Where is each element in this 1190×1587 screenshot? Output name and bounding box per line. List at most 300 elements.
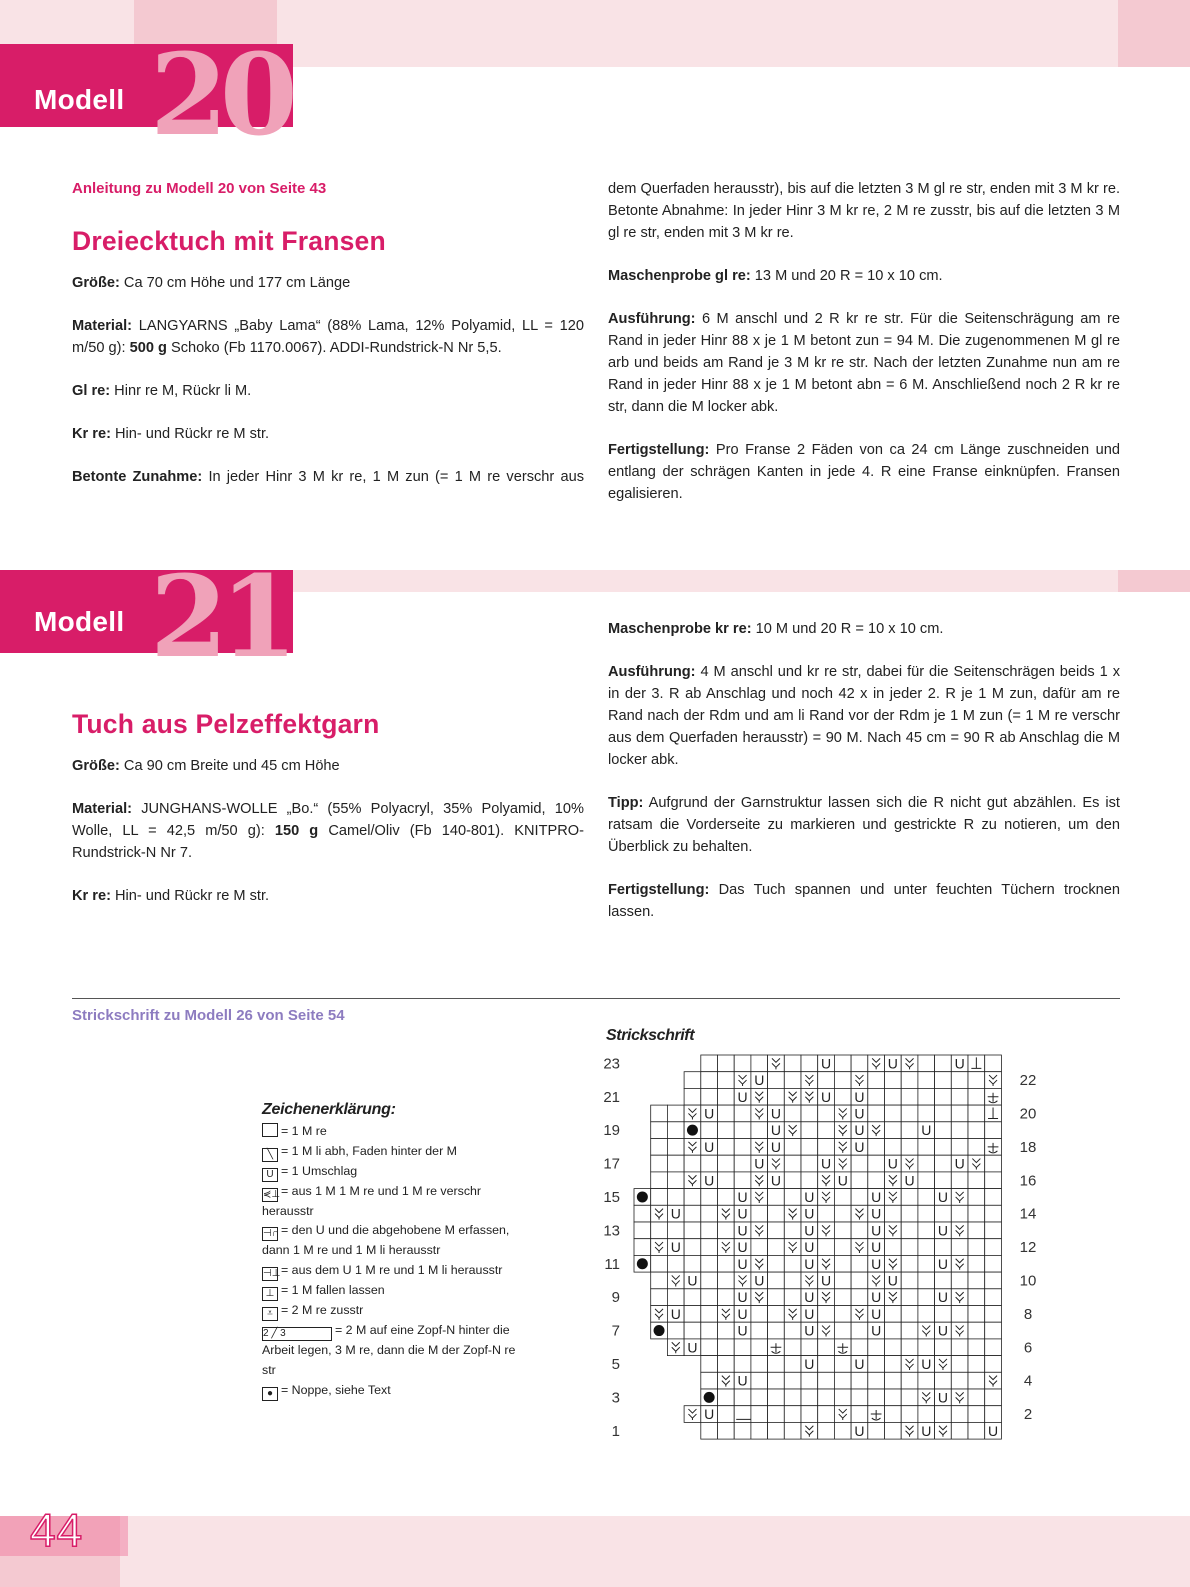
chart-cell	[701, 1322, 718, 1339]
chart-cell	[768, 1072, 785, 1089]
chart-cell	[784, 1189, 801, 1206]
chart-yarn-over-mark: U	[804, 1205, 815, 1222]
chart-cell	[801, 1055, 818, 1072]
chart-cell	[701, 1155, 718, 1172]
chart-cell	[667, 1255, 684, 1272]
chart-row-label-right: 8	[1023, 1305, 1033, 1323]
chart-cell	[935, 1155, 952, 1172]
chart-cell	[901, 1272, 918, 1289]
chart-cell	[768, 1372, 785, 1389]
chart-yarn-over-mark: U	[854, 1088, 865, 1105]
chart-cell	[951, 1372, 968, 1389]
chart-cell	[834, 1289, 851, 1306]
chart-cell	[667, 1189, 684, 1206]
chart-cell	[784, 1406, 801, 1423]
model-21-groesse: Größe: Ca 90 cm Breite und 45 cm Höhe	[72, 758, 340, 774]
model-21-krre: Kr re: Hin- und Rückr re M str.	[72, 888, 270, 904]
chart-cell	[784, 1339, 801, 1356]
chart-cell	[701, 1239, 718, 1256]
chart-yarn-over-mark: U	[704, 1105, 715, 1122]
model-21-band-accent	[1118, 570, 1190, 592]
legend-text: = aus dem U 1 M re und 1 M li herausstr	[281, 1263, 503, 1278]
chart-yarn-over-mark: U	[854, 1422, 865, 1439]
chart-cell	[784, 1255, 801, 1272]
chart-cell	[901, 1139, 918, 1156]
chart-row-label-left: 1	[611, 1422, 620, 1440]
page-number: 44	[30, 1504, 84, 1556]
model-20-zunahme: Betonte Zunahme: In jeder Hinr 3 M kr re, 1 M zun (= 1 M re verschr aus	[72, 469, 584, 485]
model-21-probe: Maschenprobe kr re: 10 M und 20 R = 10 x 10 cm.	[608, 621, 944, 637]
chart-cell	[801, 1105, 818, 1122]
model-21-left-column	[72, 709, 585, 928]
chart-cell	[935, 1205, 952, 1222]
chart-cell	[918, 1272, 935, 1289]
chart-yarn-over-mark: U	[737, 1289, 748, 1306]
chart-cell	[901, 1289, 918, 1306]
chart-cell	[718, 1222, 735, 1239]
chart-cell	[935, 1339, 952, 1356]
chart-cell	[968, 1306, 985, 1323]
chart-cell	[834, 1189, 851, 1206]
chart-cell	[834, 1072, 851, 1089]
legend-text: = 1 M re	[281, 1123, 327, 1138]
chart-cell	[768, 1422, 785, 1439]
chart-cell	[968, 1172, 985, 1189]
chart-yarn-over-mark: U	[804, 1239, 815, 1256]
chart-cell	[734, 1422, 751, 1439]
chart-yarn-over-mark: U	[737, 1255, 748, 1272]
chart-yarn-over-mark: U	[754, 1072, 765, 1089]
chart-cell	[901, 1255, 918, 1272]
model-20-material: Material: LANGYARNS „Baby Lama“ (88% Lama, 12% Polyamid, LL = 120 m/50 g): 500 g Schoko (Fb 1170.0067). ADDI-Rundstrick-N Nr 5,5.	[72, 318, 584, 356]
chart-cell	[667, 1222, 684, 1239]
model-20-right-column	[608, 178, 1120, 526]
chart-yarn-over-mark: U	[871, 1222, 882, 1239]
chart-cell	[718, 1255, 735, 1272]
chart-cell	[734, 1172, 751, 1189]
chart-cell	[784, 1272, 801, 1289]
chart-cell	[918, 1289, 935, 1306]
legend-item	[262, 1281, 532, 1301]
chart-row-label-right: 16	[1019, 1172, 1037, 1190]
legend-item	[262, 1301, 532, 1321]
chart-cell	[868, 1372, 885, 1389]
chart-cell	[784, 1322, 801, 1339]
chart-cell	[834, 1322, 851, 1339]
chart-cell	[885, 1339, 902, 1356]
chart-cell	[768, 1205, 785, 1222]
chart-cell	[951, 1272, 968, 1289]
chart-yarn-over-mark: U	[737, 1205, 748, 1222]
chart-row-label-right: 12	[1019, 1239, 1037, 1257]
model-20-subtitle: Anleitung zu Modell 20 von Seite 43	[72, 180, 327, 197]
chart-cell	[684, 1189, 701, 1206]
chart-cell	[935, 1272, 952, 1289]
chart-yarn-over-mark: U	[937, 1289, 949, 1306]
chart-yarn-over-mark: U	[871, 1188, 882, 1205]
chart-yarn-over-mark: U	[854, 1105, 865, 1122]
chart-cell	[918, 1222, 935, 1239]
chart-row-label-right: 2	[1023, 1406, 1033, 1424]
chart-cell	[751, 1406, 768, 1423]
chart-cell	[834, 1272, 851, 1289]
chart-cell	[918, 1155, 935, 1172]
chart-cell	[985, 1172, 1002, 1189]
chart-cell	[818, 1339, 835, 1356]
chart-cell	[784, 1139, 801, 1156]
chart-yarn-over-mark: U	[871, 1322, 882, 1339]
chart-bobble-mark	[637, 1191, 648, 1202]
chart-cell	[718, 1422, 735, 1439]
chart-cell	[951, 1205, 968, 1222]
chart-yarn-over-mark: U	[820, 1155, 832, 1172]
chart-cell	[801, 1122, 818, 1139]
chart-cell	[868, 1155, 885, 1172]
chart-cell	[968, 1255, 985, 1272]
chart-bobble-mark	[637, 1258, 648, 1269]
chart-cell	[718, 1322, 735, 1339]
chart-cell	[734, 1339, 751, 1356]
section-divider	[72, 998, 1120, 999]
chart-cell	[951, 1072, 968, 1089]
chart-cell	[734, 1155, 751, 1172]
chart-cell	[768, 1239, 785, 1256]
chart-cell	[968, 1088, 985, 1105]
chart-yarn-over-mark: U	[670, 1305, 681, 1322]
chart-cell	[784, 1105, 801, 1122]
legend-text: = 2 M re zusstr	[281, 1303, 364, 1318]
chart-yarn-over-mark: U	[820, 1055, 832, 1072]
chart-cell	[684, 1222, 701, 1239]
chart-yarn-over-mark: U	[704, 1138, 715, 1155]
chart-cell	[868, 1422, 885, 1439]
chart-cell	[718, 1356, 735, 1373]
chart-cell	[701, 1422, 718, 1439]
model-21-ausfuehrung: Ausführung: 4 M anschl und kr re str, dabei für die Seitenschrägen beids 1 x in der 3. R ab Anschlag und noch 42 x in jeder 2. R je 1 M zun, dafür am re Rand nach der Rdm und am li Rand vor der Rdm je 1 M zun (= 1 M re verschr aus dem Querfaden herausstr) = 90 M. Nach 45 cm = 90 R ab Anschlag die M locker abk.	[608, 664, 1120, 768]
chart-cell	[851, 1172, 868, 1189]
chart-cell	[684, 1255, 701, 1272]
chart-yarn-over-mark: U	[737, 1088, 748, 1105]
chart-yarn-over-mark: U	[937, 1188, 949, 1205]
chart-cell	[718, 1189, 735, 1206]
legend-text: = 1 M fallen lassen	[281, 1283, 385, 1298]
chart-yarn-over-mark: U	[921, 1122, 932, 1139]
chart-yarn-over-mark: U	[737, 1188, 748, 1205]
chart-cell	[951, 1306, 968, 1323]
chart-cell	[718, 1055, 735, 1072]
chart-cell	[834, 1239, 851, 1256]
chart-cell	[701, 1306, 718, 1323]
chart-cell	[918, 1139, 935, 1156]
chart-cell	[801, 1155, 818, 1172]
chart-cell	[684, 1088, 701, 1105]
chart-yarn-over-mark: U	[871, 1239, 882, 1256]
chart-cell	[834, 1422, 851, 1439]
chart-cell	[901, 1406, 918, 1423]
chart-cell	[868, 1072, 885, 1089]
chart-cell	[718, 1389, 735, 1406]
chart-yarn-over-mark: U	[887, 1155, 898, 1172]
chart-bobble-mark	[687, 1125, 698, 1136]
chart-cell	[701, 1255, 718, 1272]
chart-cell	[718, 1172, 735, 1189]
legend-text: = den U und die abgehobene M erfassen, dann 1 M re und 1 M li herausstr	[262, 1223, 510, 1258]
chart-cell	[818, 1105, 835, 1122]
chart-row-label-left: 21	[603, 1088, 620, 1106]
legend-text: = Noppe, siehe Text	[281, 1382, 391, 1397]
chart-cell	[851, 1339, 868, 1356]
chart-yarn-over-mark: U	[737, 1239, 748, 1256]
chart-cell	[834, 1255, 851, 1272]
chart-cell	[768, 1088, 785, 1105]
chart-cell	[651, 1122, 668, 1139]
chart-cell	[651, 1222, 668, 1239]
chart-cell	[885, 1105, 902, 1122]
chart-cell	[734, 1105, 751, 1122]
chart-yarn-over-mark: U	[937, 1222, 949, 1239]
chart-row-label-right: 14	[1019, 1205, 1037, 1223]
chart-yarn-over-mark: U	[704, 1172, 715, 1189]
chart-cell	[851, 1406, 868, 1423]
chart-cell	[768, 1389, 785, 1406]
model-20-groesse: Größe: Ca 70 cm Höhe und 177 cm Länge	[72, 275, 351, 291]
model-20-zunahme-cont: dem Querfaden herausstr), bis auf die letzten 3 M gl re str, enden mit 3 M kr re. Betonte Abnahme: In jeder Hinr 3 M kr re, 2 M re zusstr, bis auf die letzten 3 M gl re str, enden mit 3 M kr re.	[608, 181, 1120, 241]
chart-cell	[751, 1306, 768, 1323]
chart-cell	[634, 1222, 651, 1239]
chart-cell	[868, 1105, 885, 1122]
chart-cell	[784, 1172, 801, 1189]
chart-yarn-over-mark: U	[804, 1305, 815, 1322]
chart-yarn-over-mark: U	[770, 1105, 782, 1122]
chart-row-label-right: 22	[1019, 1072, 1037, 1090]
chart-cell	[667, 1122, 684, 1139]
chart-cell	[901, 1072, 918, 1089]
chart-cell	[885, 1306, 902, 1323]
chart-row-label-left: 15	[603, 1188, 620, 1206]
chart-cell	[784, 1072, 801, 1089]
chart-cell	[885, 1072, 902, 1089]
chart-yarn-over-mark: U	[921, 1422, 932, 1439]
chart-yarn-over-mark: U	[820, 1088, 832, 1105]
chart-row-label-right: 18	[1019, 1138, 1037, 1156]
chart-yarn-over-mark: U	[754, 1272, 765, 1289]
chart-cell	[734, 1122, 751, 1139]
chart-cell	[667, 1172, 684, 1189]
chart-cell	[784, 1155, 801, 1172]
chart-cell	[667, 1289, 684, 1306]
chart-cell	[651, 1139, 668, 1156]
legend-symbol-icon: ⋞⊥	[263, 1188, 281, 1200]
legend-symbol-icon: ⊣∩	[263, 1228, 279, 1240]
chart-cell	[885, 1122, 902, 1139]
chart-cell	[718, 1155, 735, 1172]
chart-cell	[834, 1372, 851, 1389]
chart-yarn-over-mark: U	[737, 1372, 748, 1389]
chart-cell	[951, 1139, 968, 1156]
chart-cell	[751, 1205, 768, 1222]
chart-cell	[667, 1155, 684, 1172]
chart-cell	[918, 1088, 935, 1105]
model-20-left-column	[72, 178, 584, 509]
chart-cell	[968, 1272, 985, 1289]
chart-cell	[935, 1406, 952, 1423]
chart-yarn-over-mark: U	[854, 1122, 865, 1139]
chart-cell	[684, 1239, 701, 1256]
chart-cell	[784, 1289, 801, 1306]
chart-cell	[751, 1239, 768, 1256]
chart-cell	[834, 1222, 851, 1239]
legend-items	[262, 1122, 532, 1401]
chart-row-label-left: 17	[603, 1155, 620, 1173]
model-20-number: 20	[150, 30, 290, 161]
chart-cell	[985, 1322, 1002, 1339]
model-21-material: Material: JUNGHANS-WOLLE „Bo.“ (55% Polyacryl, 35% Polyamid, 10% Wolle, LL = 42,5 m/50 g): 150 g Camel/Oliv (Fb 140-801). KNITPRO-Rundstrick-N Nr 7.	[72, 801, 585, 861]
chart-cell	[684, 1155, 701, 1172]
chart-cell	[918, 1072, 935, 1089]
chart-cell	[868, 1356, 885, 1373]
chart-cell	[985, 1222, 1002, 1239]
chart-cell	[935, 1055, 952, 1072]
chart-cell	[951, 1406, 968, 1423]
chart-cell	[901, 1322, 918, 1339]
chart-cell	[968, 1339, 985, 1356]
chart-cell	[851, 1189, 868, 1206]
chart-cell	[885, 1422, 902, 1439]
chart-cell	[818, 1422, 835, 1439]
chart-cell	[968, 1105, 985, 1122]
chart-cell	[768, 1222, 785, 1239]
chart-cell	[818, 1205, 835, 1222]
chart-cell	[868, 1339, 885, 1356]
strickschrift-heading: Strickschrift zu Modell 26 von Seite 54	[72, 1007, 345, 1024]
chart-cell	[868, 1088, 885, 1105]
chart-cell	[718, 1339, 735, 1356]
chart-yarn-over-mark: U	[954, 1055, 965, 1072]
chart-yarn-over-mark: U	[687, 1339, 698, 1356]
chart-cell	[701, 1339, 718, 1356]
chart-cell	[885, 1239, 902, 1256]
chart-cell	[718, 1289, 735, 1306]
chart-cell	[818, 1372, 835, 1389]
chart-cell	[885, 1372, 902, 1389]
chart-cell	[918, 1205, 935, 1222]
chart-yarn-over-mark: U	[670, 1239, 681, 1256]
legend-symbol-icon: ╲	[262, 1148, 278, 1162]
chart-cell	[818, 1389, 835, 1406]
chart-cell	[851, 1322, 868, 1339]
chart-cell	[985, 1272, 1002, 1289]
chart-cell	[751, 1422, 768, 1439]
chart-cell	[751, 1372, 768, 1389]
chart-row-label-right: 20	[1019, 1105, 1037, 1123]
chart-row-label-right: 10	[1019, 1272, 1037, 1290]
chart-cell	[701, 1088, 718, 1105]
legend-item	[262, 1162, 532, 1182]
chart-yarn-over-mark: U	[820, 1272, 832, 1289]
chart-cell	[667, 1105, 684, 1122]
chart-cell	[784, 1422, 801, 1439]
chart-cell	[918, 1172, 935, 1189]
chart-yarn-over-mark: U	[837, 1172, 848, 1189]
chart-cell	[801, 1172, 818, 1189]
chart-yarn-over-mark: U	[804, 1289, 815, 1306]
chart-cell	[851, 1255, 868, 1272]
legend-item	[262, 1221, 532, 1261]
top-band-accent-right	[1118, 0, 1190, 67]
chart-cell	[901, 1088, 918, 1105]
chart-cell	[751, 1356, 768, 1373]
legend-title: Zeichenerklärung:	[262, 1101, 396, 1118]
chart-cell	[701, 1072, 718, 1089]
chart-cell	[801, 1139, 818, 1156]
legend-symbol-icon	[262, 1123, 278, 1137]
chart-cell	[885, 1406, 902, 1423]
chart-cell	[818, 1356, 835, 1373]
chart-cell	[985, 1255, 1002, 1272]
chart-cell	[801, 1339, 818, 1356]
chart-bobble-mark	[704, 1392, 715, 1403]
chart-cell	[834, 1055, 851, 1072]
chart-cell	[634, 1239, 651, 1256]
chart-cell	[951, 1088, 968, 1105]
chart-yarn-over-mark: U	[871, 1289, 882, 1306]
chart-cell	[968, 1205, 985, 1222]
model-20-krre: Kr re: Hin- und Rückr re M str.	[72, 426, 270, 442]
chart-cell	[701, 1372, 718, 1389]
chart-cell	[684, 1289, 701, 1306]
chart-cell	[885, 1088, 902, 1105]
chart-cell	[868, 1172, 885, 1189]
chart-cell	[701, 1289, 718, 1306]
chart-cell	[935, 1088, 952, 1105]
chart-cell	[968, 1356, 985, 1373]
chart-yarn-over-mark: U	[904, 1172, 915, 1189]
legend-text: = 2 M auf eine Zopf-N hinter die Arbeit legen, 3 M re, dann die M der Zopf-N re str	[262, 1323, 516, 1377]
chart-cell	[851, 1372, 868, 1389]
chart-yarn-over-mark: U	[871, 1205, 882, 1222]
chart-cell	[935, 1122, 952, 1139]
model-21-number: 21	[150, 552, 290, 683]
chart-yarn-over-mark: U	[687, 1272, 698, 1289]
model-21-fertigstellung: Fertigstellung: Das Tuch spannen und unter feuchten Tüchern trocknen lassen.	[608, 882, 1120, 920]
chart-cell	[885, 1205, 902, 1222]
legend-item	[262, 1381, 532, 1401]
chart-cell	[784, 1055, 801, 1072]
model-20-word: Modell	[34, 84, 125, 115]
chart-cell	[651, 1272, 668, 1289]
chart-cell	[968, 1222, 985, 1239]
chart-cell	[734, 1055, 751, 1072]
chart-title: Strickschrift	[606, 1027, 695, 1044]
chart-cell	[751, 1339, 768, 1356]
chart-cell	[851, 1222, 868, 1239]
chart-cell	[968, 1389, 985, 1406]
model-20-banner	[0, 30, 293, 161]
chart-cell	[667, 1139, 684, 1156]
chart-cell	[885, 1389, 902, 1406]
chart-yarn-over-mark: U	[887, 1055, 898, 1072]
chart-yarn-over-mark: U	[737, 1305, 748, 1322]
chart-bobble-mark	[654, 1325, 665, 1336]
chart-yarn-over-mark: U	[804, 1222, 815, 1239]
chart-cell	[901, 1105, 918, 1122]
legend-item	[262, 1142, 532, 1162]
chart-cell	[784, 1389, 801, 1406]
legend-item	[262, 1321, 532, 1381]
chart-cell	[701, 1122, 718, 1139]
chart-cell	[901, 1389, 918, 1406]
chart-cell	[768, 1356, 785, 1373]
